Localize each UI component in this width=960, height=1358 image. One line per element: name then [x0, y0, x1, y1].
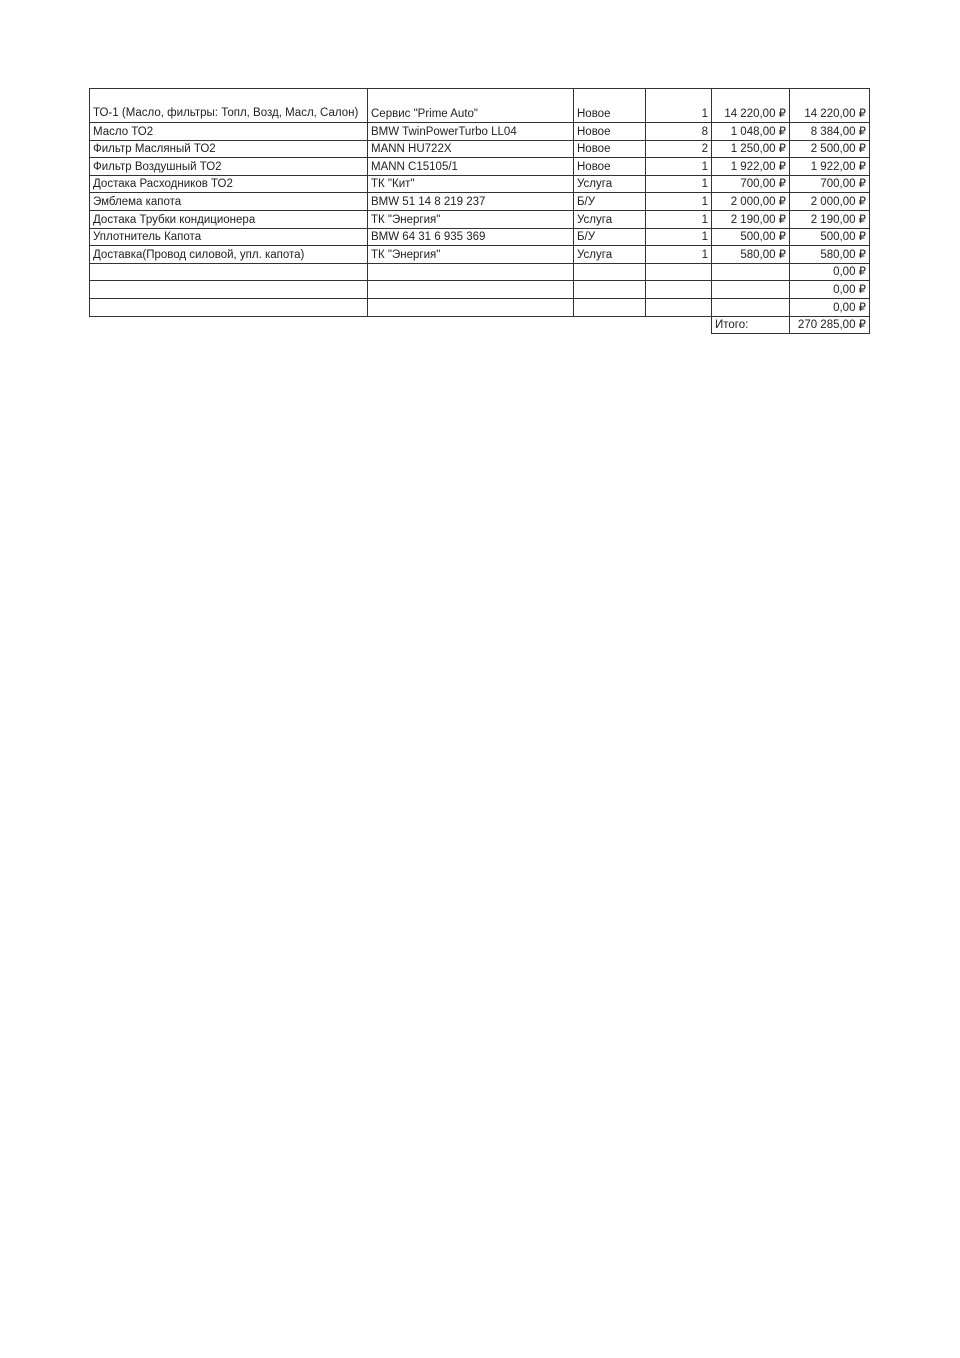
item-condition: Услуга [574, 175, 646, 193]
item-price: 1 250,00 ₽ [712, 140, 790, 158]
item-price: 500,00 ₽ [712, 228, 790, 246]
item-price: 580,00 ₽ [712, 246, 790, 264]
table-row [90, 298, 870, 316]
item-article: MANN C15105/1 [368, 158, 574, 176]
item-sum: 580,00 ₽ [790, 246, 870, 264]
item-price: 14 220,00 ₽ [712, 89, 790, 123]
item-article [368, 263, 574, 281]
item-sum: 2 190,00 ₽ [790, 210, 870, 228]
item-qty: 1 [646, 158, 712, 176]
item-name [90, 263, 368, 281]
table-row [90, 193, 870, 211]
item-qty: 1 [646, 228, 712, 246]
table-row [90, 123, 870, 141]
item-condition: Новое [574, 89, 646, 123]
item-price [712, 298, 790, 316]
item-price: 2 190,00 ₽ [712, 210, 790, 228]
table-row [90, 281, 870, 299]
item-price: 700,00 ₽ [712, 175, 790, 193]
item-name: Достака Трубки кондиционера [90, 210, 368, 228]
item-price [712, 263, 790, 281]
item-sum: 0,00 ₽ [790, 298, 870, 316]
item-article: BMW TwinPowerTurbo LL04 [368, 123, 574, 141]
item-condition: Услуга [574, 246, 646, 264]
item-article: ТК "Энергия" [368, 246, 574, 264]
item-condition: Б/У [574, 228, 646, 246]
item-qty: 2 [646, 140, 712, 158]
table-row [90, 228, 870, 246]
item-sum: 1 922,00 ₽ [790, 158, 870, 176]
item-article: MANN HU722X [368, 140, 574, 158]
item-sum: 2 000,00 ₽ [790, 193, 870, 211]
total-value: 270 285,00 ₽ [790, 316, 870, 334]
item-sum: 2 500,00 ₽ [790, 140, 870, 158]
total-label: Итого: [712, 316, 790, 334]
item-condition: Б/У [574, 193, 646, 211]
item-name [90, 281, 368, 299]
item-name: Доставка(Провод силовой, упл. капота) [90, 246, 368, 264]
item-article: ТК "Энергия" [368, 210, 574, 228]
item-qty: 8 [646, 123, 712, 141]
item-article: BMW 64 31 6 935 369 [368, 228, 574, 246]
item-name: Достака Расходников ТО2 [90, 175, 368, 193]
item-condition [574, 298, 646, 316]
item-name: Фильтр Воздушный ТО2 [90, 158, 368, 176]
item-condition [574, 263, 646, 281]
item-sum: 700,00 ₽ [790, 175, 870, 193]
item-qty [646, 298, 712, 316]
item-article [368, 298, 574, 316]
table-row [90, 89, 870, 123]
item-sum: 0,00 ₽ [790, 281, 870, 299]
item-qty: 1 [646, 193, 712, 211]
item-article: BMW 51 14 8 219 237 [368, 193, 574, 211]
item-sum: 14 220,00 ₽ [790, 89, 870, 123]
table-row [90, 175, 870, 193]
table-row [90, 140, 870, 158]
item-article: Сервис "Prime Auto" [368, 89, 574, 123]
item-condition: Услуга [574, 210, 646, 228]
item-condition: Новое [574, 123, 646, 141]
item-article [368, 281, 574, 299]
item-sum: 500,00 ₽ [790, 228, 870, 246]
item-name: Масло ТО2 [90, 123, 368, 141]
item-condition [574, 281, 646, 299]
item-condition: Новое [574, 158, 646, 176]
item-name: Уплотнитель Капота [90, 228, 368, 246]
item-sum: 0,00 ₽ [790, 263, 870, 281]
table-row [90, 210, 870, 228]
item-price: 1 922,00 ₽ [712, 158, 790, 176]
item-price [712, 281, 790, 299]
item-qty: 1 [646, 175, 712, 193]
table-row [90, 246, 870, 264]
expense-table [89, 88, 870, 334]
item-name: Фильтр Масляный ТО2 [90, 140, 368, 158]
item-price: 2 000,00 ₽ [712, 193, 790, 211]
table-row [90, 158, 870, 176]
item-qty: 1 [646, 246, 712, 264]
item-price: 1 048,00 ₽ [712, 123, 790, 141]
item-name: Эмблема капота [90, 193, 368, 211]
item-sum: 8 384,00 ₽ [790, 123, 870, 141]
item-qty [646, 263, 712, 281]
table-row [90, 263, 870, 281]
item-name [90, 298, 368, 316]
total-row [90, 316, 870, 334]
item-condition: Новое [574, 140, 646, 158]
item-name: ТО-1 (Масло, фильтры: Топл, Возд, Масл, Салон) [90, 89, 368, 123]
item-qty: 1 [646, 89, 712, 123]
item-article: ТК "Кит" [368, 175, 574, 193]
item-qty [646, 281, 712, 299]
item-qty: 1 [646, 210, 712, 228]
